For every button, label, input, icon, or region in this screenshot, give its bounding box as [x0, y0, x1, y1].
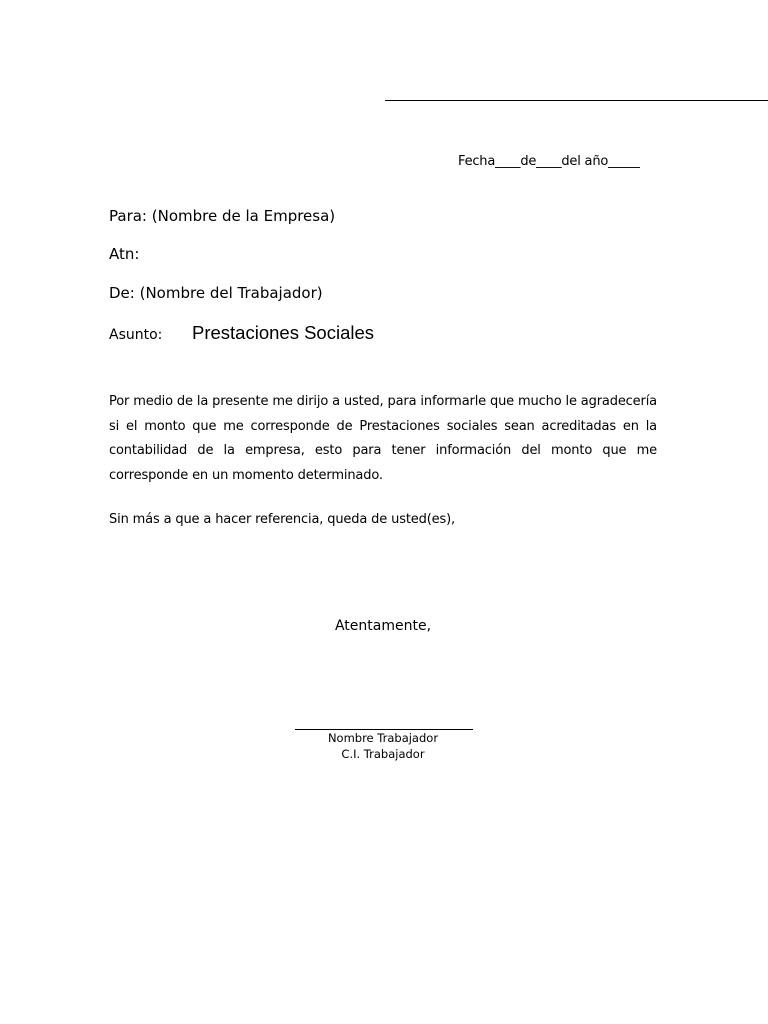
- subject-label: Asunto:: [109, 327, 163, 343]
- signature-line: [295, 729, 473, 730]
- subject-value: Prestaciones Sociales: [192, 322, 375, 343]
- signature-block: [283, 731, 483, 762]
- letterhead-line: [385, 100, 768, 101]
- sender-line: De: (Nombre del Trabajador): [109, 284, 323, 302]
- farewell: [0, 618, 768, 634]
- body-paragraph: Por medio de la presente me dirijo a usted, para informarle que mucho le agradecería si el monto que me corresponde de Prestaciones sociales sean acreditadas en la contabilidad de la empresa, esto para tener información del monto que me corresponde en un momento determinado.: [109, 394, 657, 483]
- signature-id: C.I. Trabajador: [341, 746, 425, 761]
- signature-name: Nombre Trabajador: [327, 731, 439, 745]
- attention-line: Atn:: [109, 245, 140, 263]
- recipient-line: Para: (Nombre de la Empresa): [109, 207, 336, 225]
- farewell-text: Atentamente,: [334, 618, 432, 634]
- closing-sentence: Sin más a que a hacer referencia, queda de usted(es),: [109, 512, 456, 527]
- subject-row: [109, 322, 374, 344]
- date-line: Fecha____de____del año_____: [458, 154, 640, 169]
